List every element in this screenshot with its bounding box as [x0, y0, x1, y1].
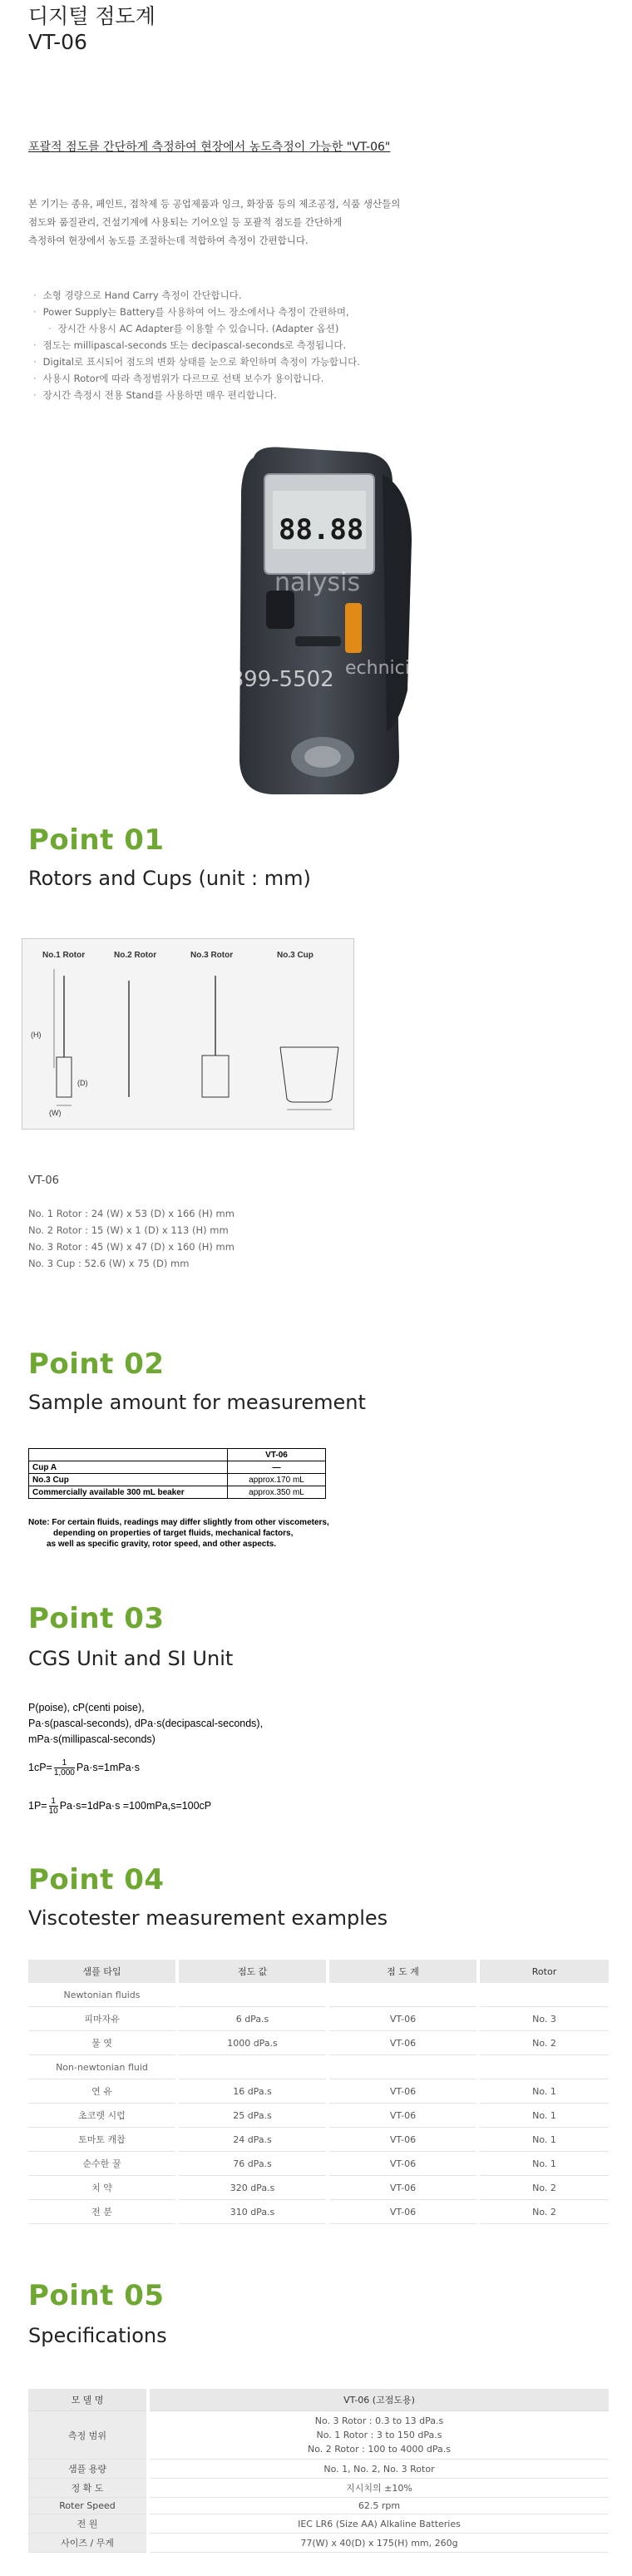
svg-text:(W): (W) — [49, 1109, 62, 1117]
intro-lead: 포괄적 점도를 간단하게 측정하여 현장에서 농도측정이 가능한 "VT-06" — [28, 141, 391, 154]
table-row: Commercially available 300 mL beaker approx.350 mL — [29, 1486, 326, 1499]
point-03-subtitle: CGS Unit and SI Unit — [28, 1647, 234, 1670]
table-row: 전 분 310 dPa.s VT-06 No. 2 — [28, 2200, 609, 2224]
feature-item: · 소형 경량으로 Hand Carry 측정이 간단합니다. — [33, 287, 360, 304]
intro-paragraph: 본 기기는 종유, 페인트, 접착제 등 공업제품과 잉크, 화장품 등의 제조공정, 식품 생산들의 점도와 품질관리, 건설기계에 사용되는 기어오일 등 포괄적 점도를 간단하게 측정하여 현장에서 농도를 조절하는데 적합하여 측정이 간편합니다. — [28, 198, 401, 246]
feature-list — [33, 287, 360, 403]
feature-item: · 점도는 millipascal-seconds 또는 decipascal-seconds로 측정됩니다. — [33, 337, 360, 354]
svg-text:(H): (H) — [31, 1031, 42, 1039]
measurement-examples-table: 샘플 타입 점도 값 점 도 계 Rotor Newtonian fluids 피마자유 6 dPa.s VT-06 No. 3 물 엿 1000 dPa.s VT-06 No. 2 Non-newtonian fluid 연 유 16 dPa.s VT-06 No. 1 초코렛 시럽 25 dPa.s VT-06 No. 1 토마토 캐찹 24 dPa.s VT-06 No. 1 순수한 꿀 76 dPa.s VT-06 No. 1 치 약 320 dPa.s VT-06 No. 2 전 분 310 dPa.s VT-06 No. 2 — [28, 1960, 609, 2224]
feature-item: · 장시간 사용시 AC Adapter를 이용할 수 있습니다. (Adapter 옵션) — [33, 320, 360, 337]
equation-p: 1P= $\frac{1}{10}$ Pa·s=1dPa·s =100mPa,s=100cP — [28, 1797, 212, 1816]
table-group-row: Non-newtonian fluid — [28, 2055, 609, 2079]
watermark-word: echnician — [345, 658, 433, 679]
table-group-row: Newtonian fluids — [28, 1983, 609, 2007]
model-name: VT-06 — [28, 30, 87, 54]
watermark-phone: 1899-5502 — [216, 667, 334, 692]
table-row: 측정 범위 No. 3 Rotor : 0.3 to 13 dPa.s No. 1 Rotor : 3 to 150 dPa.s No. 2 Rotor : 100 to 4000 dPa.s — [28, 2411, 609, 2460]
point-05-heading: Point 05 — [28, 2279, 165, 2312]
specifications-table: 모 델 명 VT-06 (고점도용) 측정 범위 No. 3 Rotor : 0.3 to 13 dPa.s No. 1 Rotor : 3 to 150 dPa.s No. 2 Rotor : 100 to 4000 dPa.s 샘플 용량 No. 1, No. 2, No. 3 Rotor 정 확 도 지시치의 ±10% Roter Speed 62.5 rpm 전 원 IEC LR6 (Size AA) Alkaline Batteries 사이즈 / 무게 77(W) x 40(D) x 175(H) mm, 260g — [28, 2389, 609, 2553]
viscometer-device-image — [175, 441, 457, 807]
point-02-heading: Point 02 — [28, 1347, 165, 1381]
sample-amount-table: VT-06 Cup A — No.3 Cup approx.170 mL Commercially available 300 mL beaker approx.350 mL — [28, 1448, 326, 1499]
point-01-subtitle: Rotors and Cups (unit : mm) — [28, 867, 311, 890]
point-01-model: VT-06 — [28, 1174, 59, 1187]
table-row: 물 엿 1000 dPa.s VT-06 No. 2 — [28, 2031, 609, 2055]
table-row: 치 약 320 dPa.s VT-06 No. 2 — [28, 2176, 609, 2200]
svg-text:No.2 Rotor: No.2 Rotor — [114, 951, 157, 960]
page-title: 디지털 점도계 — [28, 4, 156, 28]
table-row: Cup A — — [29, 1461, 326, 1474]
point-01-heading: Point 01 — [28, 823, 165, 857]
device-display-reading: 88.88 — [279, 513, 364, 546]
table-row: 순수한 꿀 76 dPa.s VT-06 No. 1 — [28, 2152, 609, 2176]
point-05-subtitle: Specifications — [28, 2324, 167, 2347]
point-03-heading: Point 03 — [28, 1602, 165, 1635]
point-04-heading: Point 04 — [28, 1863, 165, 1896]
equation-cp: 1cP= $\frac{1}{1,000}$ Pa·s=1mPa·s — [28, 1758, 140, 1777]
svg-text:No.3 Cup: No.3 Cup — [277, 951, 314, 960]
rotor-diagram — [22, 938, 354, 1130]
table-row: 정 확 도 지시치의 ±10% — [28, 2479, 609, 2498]
svg-text:(D): (D) — [77, 1079, 88, 1087]
watermark-text: nalysis — [274, 568, 361, 597]
feature-item: · Power Supply는 Battery를 사용하여 어느 장소에서나 측정이 간편하며, — [33, 304, 360, 320]
table-row: No.3 Cup approx.170 mL — [29, 1474, 326, 1486]
table-row: 피마자유 6 dPa.s VT-06 No. 3 — [28, 2007, 609, 2031]
rotor-spec-2: No. 2 Rotor : 15 (W) x 1 (D) x 113 (H) mm — [28, 1224, 229, 1236]
table-row: 연 유 16 dPa.s VT-06 No. 1 — [28, 2079, 609, 2104]
feature-item: · Digital로 표시되어 점도의 변화 상태를 눈으로 확인하며 측정이 가능합니다. — [33, 354, 360, 370]
cup-spec: No. 3 Cup : 52.6 (W) x 75 (D) mm — [28, 1258, 190, 1269]
feature-item: · 장시간 측정시 전용 Stand를 사용하면 매우 편리합니다. — [33, 387, 360, 403]
svg-text:No.1 Rotor: No.1 Rotor — [42, 951, 86, 960]
svg-text:No.3 Rotor: No.3 Rotor — [190, 951, 234, 960]
rotor-spec-3: No. 3 Rotor : 45 (W) x 47 (D) x 160 (H) mm — [28, 1241, 235, 1253]
point-02-subtitle: Sample amount for measurement — [28, 1391, 366, 1414]
table-row: 사이즈 / 무게 77(W) x 40(D) x 175(H) mm, 260g — [28, 2534, 609, 2553]
table-row: 샘플 용량 No. 1, No. 2, No. 3 Rotor — [28, 2460, 609, 2479]
table-row: 전 원 IEC LR6 (Size AA) Alkaline Batteries — [28, 2514, 609, 2534]
rotor-spec-1: No. 1 Rotor : 24 (W) x 53 (D) x 166 (H) mm — [28, 1208, 235, 1219]
sample-note: Note: For certain fluids, readings may differ slightly from other viscometers, depending on properties of target fluids, mechanical factors, as well as specific gravity, rotor speed, and other aspects. — [28, 1518, 329, 1549]
feature-item: · 사용시 Rotor에 따라 측정범위가 다르므로 선택 보수가 용이합니다. — [33, 370, 360, 387]
unit-definitions: P(poise), cP(centi poise), Pa·s(pascal-seconds), dPa·s(decipascal-seconds), mPa·s(millipascal-seconds) — [28, 1702, 264, 1745]
table-row: 초코렛 시럽 25 dPa.s VT-06 No. 1 — [28, 2104, 609, 2128]
table-row: Roter Speed 62.5 rpm — [28, 2498, 609, 2514]
table-row: 토마토 캐찹 24 dPa.s VT-06 No. 1 — [28, 2128, 609, 2152]
point-04-subtitle: Viscotester measurement examples — [28, 1906, 388, 1930]
